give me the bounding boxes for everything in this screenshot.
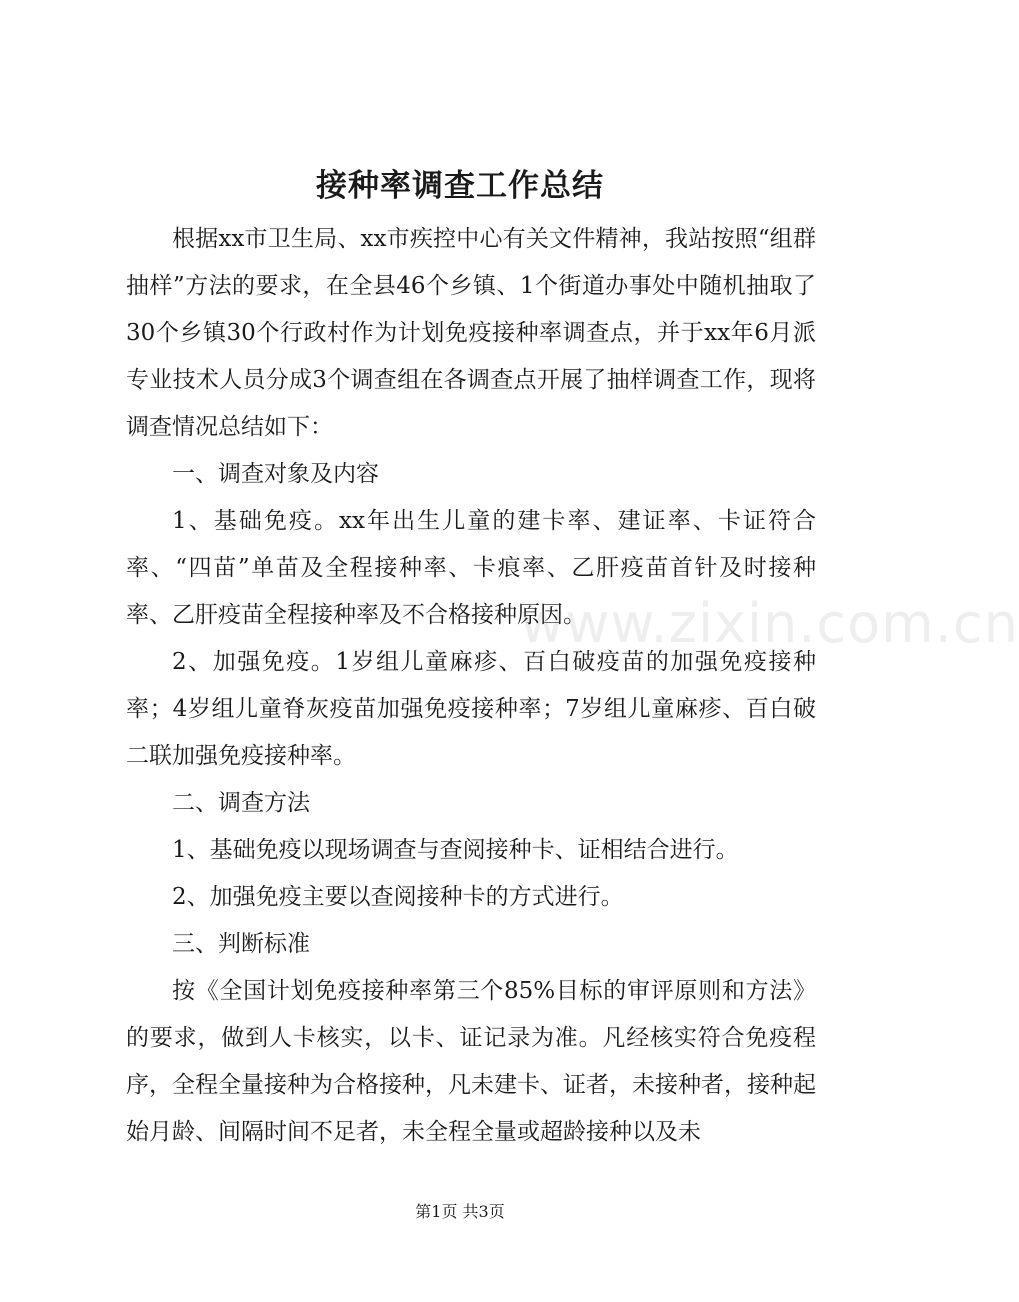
paragraph-method-1: 1、基础免疫以现场调查与查阅接种卡、证相结合进行。 xyxy=(172,837,739,863)
paragraph-intro: 根据xx市卫生局、xx市疾控中心有关文件精神，我站按照“组群抽样”方法的要求，在全县46个乡镇、1个街道办事处中随机抽取了30个乡镇30个行政村作为计划免疫接种率调查点，并于xx年6月派专业技术人员分成3个调查组在各调查点开展了抽样调查工作，现将调查情况总结如下： xyxy=(126,226,816,440)
paragraph-criteria: 按《全国计划免疫接种率第三个85%目标的审评原则和方法》的要求，做到人卡核实，以卡、证记录为准。凡经核实符合免疫程序，全程全量接种为合格接种，凡未建卡、证者，未接种者，接种起始月龄、间隔时间不足者，未全程全量或超龄接种以及未 xyxy=(126,978,816,1145)
document-body xyxy=(126,216,816,1156)
paragraph-booster-immunization: 2、加强免疫。1岁组儿童麻疹、百白破疫苗的加强免疫接种率；4岁组儿童脊灰疫苗加强免疫接种率；7岁组儿童麻疹、百白破二联加强免疫接种率。 xyxy=(126,649,816,769)
paragraph-method-2: 2、加强免疫主要以查阅接种卡的方式进行。 xyxy=(172,884,624,910)
section-heading-3: 三、判断标准 xyxy=(172,931,310,957)
page-footer: 第1页 共3页 xyxy=(415,1202,505,1221)
paragraph-basic-immunization: 1、基础免疫。xx年出生儿童的建卡率、建证率、卡证符合率、“四苗”单苗及全程接种率、卡痕率、乙肝疫苗首针及时接种率、乙肝疫苗全程接种率及不合格接种原因。 xyxy=(126,508,816,628)
section-heading-1: 一、调查对象及内容 xyxy=(172,461,379,487)
document-title: 接种率调查工作总结 xyxy=(316,168,604,204)
watermark: www.zixin.com.cn xyxy=(520,592,1019,655)
section-heading-2: 二、调查方法 xyxy=(172,790,310,816)
